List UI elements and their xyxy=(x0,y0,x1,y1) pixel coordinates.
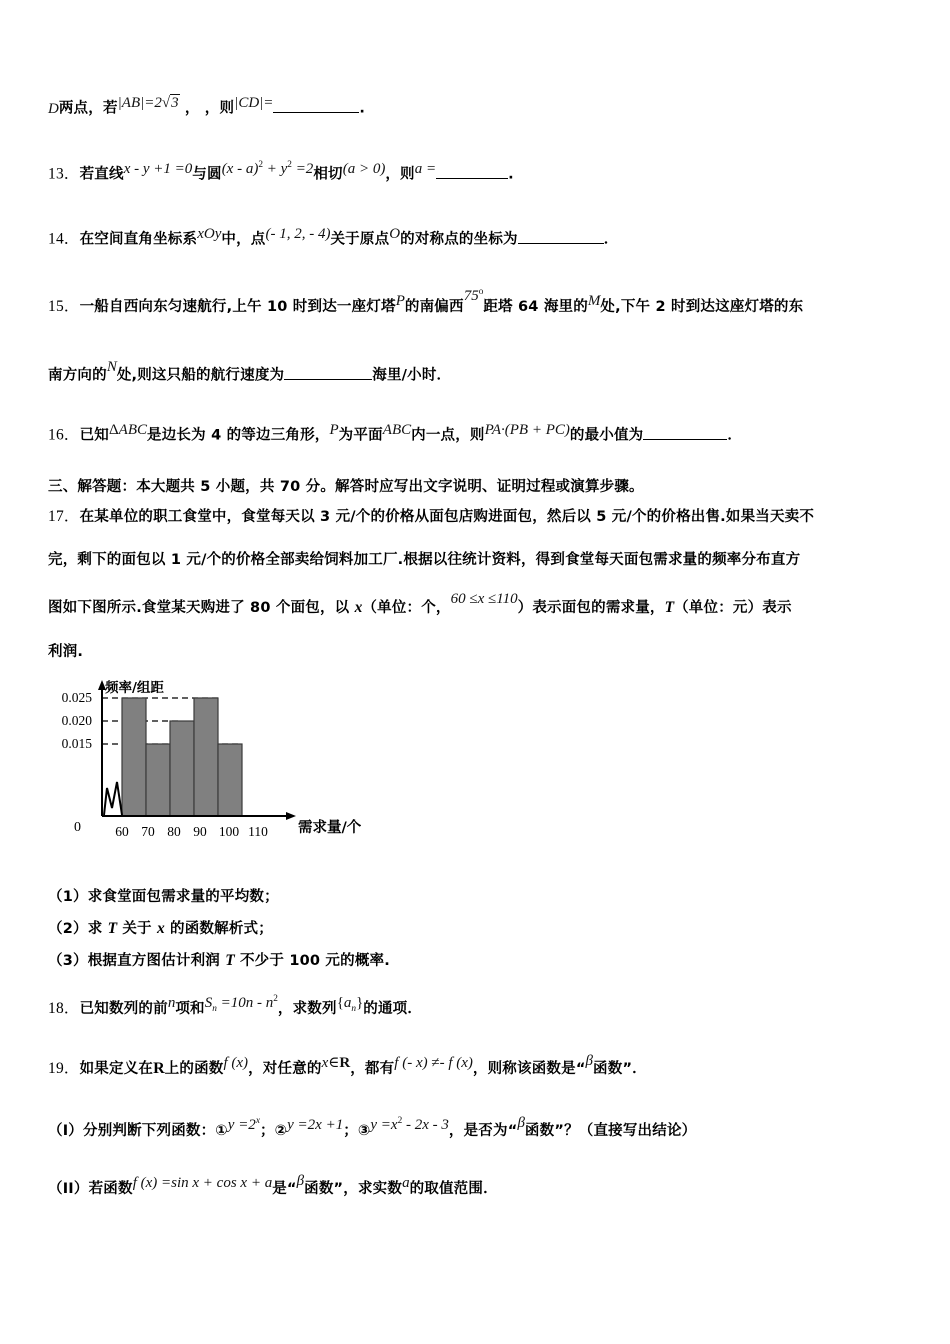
q17-sub-3-pre: （3）根据直方图估计利润 xyxy=(48,953,226,969)
origin-label: 0 xyxy=(74,820,81,835)
q19-II-math-1: f (x) =sin x + cos x + a xyxy=(132,1175,273,1191)
question-16 xyxy=(48,421,920,445)
answer-blank-13[interactable] xyxy=(436,163,508,179)
q19-II-quote-close: ” xyxy=(333,1181,344,1197)
answer-blank-14[interactable] xyxy=(518,228,604,244)
q16-math-dot: PA·(PB + PC) xyxy=(484,421,570,438)
q15-text-1: 一船自西向东匀速航行,上午 10 时到达一座灯塔 xyxy=(79,299,396,315)
q19-I-beta-symbol: β xyxy=(517,1115,525,1131)
question-17-line-4 xyxy=(48,643,920,661)
q16-text-3: 为平面 xyxy=(338,427,383,444)
q17-sub-2-var-x: x xyxy=(157,920,165,937)
q19-text-2: 上的函数 xyxy=(164,1061,224,1077)
question-17-line-1 xyxy=(48,508,920,526)
q19-I-text-5: 函数 xyxy=(524,1123,555,1139)
q17-sub-2-mid: 关于 xyxy=(117,921,158,937)
q19-II-text-2: 是 xyxy=(272,1181,287,1197)
y-tick-0015: 0.015 xyxy=(61,736,92,751)
q19-I-text-4: ，是否为 xyxy=(448,1123,508,1139)
q18-text-2: 项和 xyxy=(175,1001,205,1017)
question-19-part-2 xyxy=(48,1173,920,1198)
q18-math-an: $\{a_n\}$ xyxy=(336,995,364,1014)
q19-quote-close: ” xyxy=(622,1061,633,1077)
axis-break-zigzag xyxy=(104,782,122,815)
histogram-bar-100-110 xyxy=(218,744,242,816)
q19-math-fx: f (x) xyxy=(223,1055,249,1071)
q16-text-5: 的最小值为 xyxy=(569,427,644,444)
q16-text-2: 是边长为 4 的等边三角形， xyxy=(147,427,330,444)
q19-I-quote-open: “ xyxy=(507,1123,518,1139)
q15-math-angle: 75$^o$ xyxy=(463,287,484,304)
q13-math-a: a = xyxy=(414,160,437,177)
y-axis-label: 频率/组距 xyxy=(105,680,164,696)
q15-number: 15． xyxy=(48,298,80,315)
q12-period: . xyxy=(359,100,366,117)
q17-sub-2-pre: （2）求 xyxy=(48,921,108,937)
question-17-sub-3 xyxy=(48,952,920,970)
question-17-sub-1 xyxy=(48,888,920,906)
q18-number: 18． xyxy=(48,1000,80,1017)
q19-II-text-5: 的取值范围． xyxy=(409,1181,498,1197)
q19-I-text-6: ？（直接写出结论） xyxy=(564,1123,697,1139)
q19-beta-symbol: β xyxy=(585,1053,594,1069)
question-18 xyxy=(48,994,920,1021)
q19-I-quote-close: ” xyxy=(554,1123,565,1139)
q15-text-7: 海里/小时． xyxy=(372,367,452,384)
q17-var-x: x xyxy=(354,599,363,616)
q12-text-2: ，则 xyxy=(204,100,235,117)
q19-II-beta-symbol: β xyxy=(296,1173,305,1189)
histogram-bar-90-100 xyxy=(194,698,218,816)
q19-math-R: R xyxy=(153,1060,165,1077)
q15-text-2: 的南偏西 xyxy=(404,299,464,315)
q19-II-text-4: ，求实数 xyxy=(343,1181,403,1197)
question-17-sub-2 xyxy=(48,920,920,938)
q17-text-line-4: 利润. xyxy=(48,644,84,660)
q14-text-3: 关于原点 xyxy=(330,231,390,248)
q13-period: . xyxy=(508,166,514,183)
q18-math-n: n xyxy=(167,995,176,1011)
histogram-bar-80-90 xyxy=(170,721,194,816)
q17-text-line-2: 完，剩下的面包以 1 元/个的价格全部卖给饲料加工厂.根据以往统计资料，得到食堂每天面包需求量的频率分布直方 xyxy=(48,552,801,568)
x-tick-60: 60 xyxy=(115,824,129,839)
x-tick-70: 70 xyxy=(141,824,155,839)
x-tick-90: 90 xyxy=(193,824,207,839)
q15-math-p: P xyxy=(395,293,405,309)
q13-math-line: x - y +1 =0 xyxy=(123,160,193,177)
answer-blank-16[interactable] xyxy=(643,424,727,440)
q17-sub-1-text: （1）求食堂面包需求量的平均数； xyxy=(48,889,279,905)
q18-text-1: 已知数列的前 xyxy=(79,1001,168,1017)
q15-text-4: 处,下午 2 时到达这座灯塔的东 xyxy=(600,299,804,315)
q14-text-4: 的对称点的坐标为 xyxy=(400,231,518,248)
x-axis-label: 需求量/个 xyxy=(298,820,362,836)
q17-sub-3-post: 不少于 100 元的概率. xyxy=(234,953,390,969)
q18-text-4: 的通项． xyxy=(363,1001,423,1017)
q14-text-1: 在空间直角坐标系 xyxy=(79,231,198,248)
q15-text-3: 距塔 64 海里的 xyxy=(483,299,588,315)
x-tick-80: 80 xyxy=(167,824,181,839)
q19-math-cond: f (- x) ≠- f (x) xyxy=(394,1055,473,1071)
q18-math-sn: $S_n =10n - n^2$ xyxy=(204,994,278,1014)
q12-math-ab: |AB|=2√3 xyxy=(117,94,179,111)
q13-text-1: 若直线 xyxy=(79,166,124,183)
question-19-part-1 xyxy=(48,1115,920,1140)
q12-comma: ， xyxy=(179,100,205,117)
q16-period: ． xyxy=(727,427,743,444)
q17-text-line-3c: ）表示面包的需求量， xyxy=(517,600,665,616)
q16-math-p: P xyxy=(329,421,339,438)
q12-math-cd: |CD|= xyxy=(234,94,274,111)
question-15-line-1 xyxy=(48,287,920,316)
q13-text-3: 相切 xyxy=(313,166,343,183)
question-14 xyxy=(48,225,920,249)
x-tick-110: 110 xyxy=(248,824,268,839)
q17-number: 17． xyxy=(48,508,80,525)
q16-text-4: 内一点，则 xyxy=(411,427,485,444)
q19-II-text-3: 函数 xyxy=(304,1181,334,1197)
q19-I-math-3: $y =x^2 - 2x - 3$ xyxy=(370,1116,449,1133)
answer-blank-12[interactable] xyxy=(273,97,359,113)
x-axis-arrow xyxy=(286,812,296,820)
q19-II-math-a: a xyxy=(402,1175,410,1191)
q19-II-label: （II） xyxy=(48,1181,89,1197)
q14-period: ． xyxy=(603,231,619,248)
q19-text-4: ，都有 xyxy=(350,1061,395,1077)
q16-math-triangle: ΔABC xyxy=(109,421,148,438)
q17-sub-2-var-T: T xyxy=(107,920,118,937)
question-12-tail xyxy=(48,94,920,118)
q19-I-math-2: y =2x +1 xyxy=(287,1117,344,1133)
q19-text-1: 如果定义在 xyxy=(79,1061,154,1077)
section-3-header-text: 三、解答题：本大题共 5 小题，共 70 分。解答时应写出文字说明、证明过程或演算步骤。 xyxy=(48,479,644,495)
question-17-line-3 xyxy=(48,591,920,617)
q19-I-math-1: $y =2^x$ xyxy=(227,1116,260,1133)
q18-text-3: ，求数列 xyxy=(277,1001,337,1017)
q19-I-text-3: ；③ xyxy=(343,1123,371,1139)
question-17-line-2 xyxy=(48,551,920,569)
q17-text-line-3d: （单位：元）表示 xyxy=(674,600,792,616)
q16-text-1: 已知 xyxy=(79,427,110,444)
q14-math-point: (- 1, 2, - 4) xyxy=(265,225,331,242)
question-13 xyxy=(48,159,920,184)
q13-text-2: 与圆 xyxy=(192,166,222,183)
q19-I-text-1: 分别判断下列函数：① xyxy=(83,1123,228,1139)
q16-math-abc: ABC xyxy=(382,421,412,438)
q17-text-line-3b: （单位：个， xyxy=(362,600,451,616)
y-tick-0025: 0.025 xyxy=(61,690,92,705)
q19-text-3: ，对任意的 xyxy=(248,1061,322,1077)
q15-math-n: N xyxy=(106,358,117,375)
q17-math-range: 60 ≤x ≤110 xyxy=(450,591,518,607)
q15-text-5: 南方向的 xyxy=(48,367,107,384)
histogram-bar-60-70 xyxy=(122,698,146,816)
q19-text-6: 函数 xyxy=(593,1061,623,1077)
q17-text-line-1: 在某单位的职工食堂中，食堂每天以 3 元/个的价格从面包店购进面包，然后以 5 元/个的价格出售.如果当天卖不 xyxy=(79,509,815,525)
q14-text-2: 中，点 xyxy=(221,231,266,248)
q19-II-quote-open: “ xyxy=(286,1181,297,1197)
frequency-histogram xyxy=(60,676,410,856)
q19-math-xinR: x∈R xyxy=(321,1055,351,1071)
q13-math-circle: $(x - a)^2 + y^2 =2$ xyxy=(221,159,314,177)
q17-sub-3-var-T: T xyxy=(225,952,235,969)
q13-number: 13． xyxy=(48,165,80,183)
q13-text-4: ，则 xyxy=(385,166,415,183)
q14-number: 14． xyxy=(48,230,80,248)
x-tick-100: 100 xyxy=(218,824,240,839)
point-d-math: D xyxy=(48,100,59,117)
q14-math-origin: O xyxy=(389,225,401,242)
histogram-bar-70-80 xyxy=(146,744,170,816)
q19-I-text-2: ；② xyxy=(259,1123,288,1139)
q19-I-label: （I） xyxy=(48,1123,83,1139)
q19-text-5: ，则称该函数是 xyxy=(472,1061,576,1077)
answer-blank-15[interactable] xyxy=(284,364,372,380)
q19-number: 19． xyxy=(48,1060,80,1077)
q15-math-m: M xyxy=(587,293,601,309)
q16-number: 16． xyxy=(48,426,80,444)
q14-math-xoy: xOy xyxy=(197,225,222,242)
y-tick-0020: 0.020 xyxy=(61,713,92,728)
q17-text-line-3a: 图如下图所示.食堂某天购进了 80 个面包，以 xyxy=(48,600,355,616)
section-3-header xyxy=(48,478,920,496)
q13-math-cond: (a > 0) xyxy=(342,160,386,177)
q12-text-1: 两点，若 xyxy=(58,100,118,117)
q19-II-text-1: 若函数 xyxy=(88,1181,133,1197)
q17-sub-2-post: 的函数解析式； xyxy=(164,921,273,937)
q17-var-T: T xyxy=(664,599,675,616)
q15-text-6: 处,则这只船的航行速度为 xyxy=(116,367,285,384)
q19-period: ． xyxy=(632,1061,647,1077)
question-19 xyxy=(48,1053,920,1078)
q19-quote-open: “ xyxy=(575,1061,586,1077)
question-15-line-2 xyxy=(48,358,920,385)
